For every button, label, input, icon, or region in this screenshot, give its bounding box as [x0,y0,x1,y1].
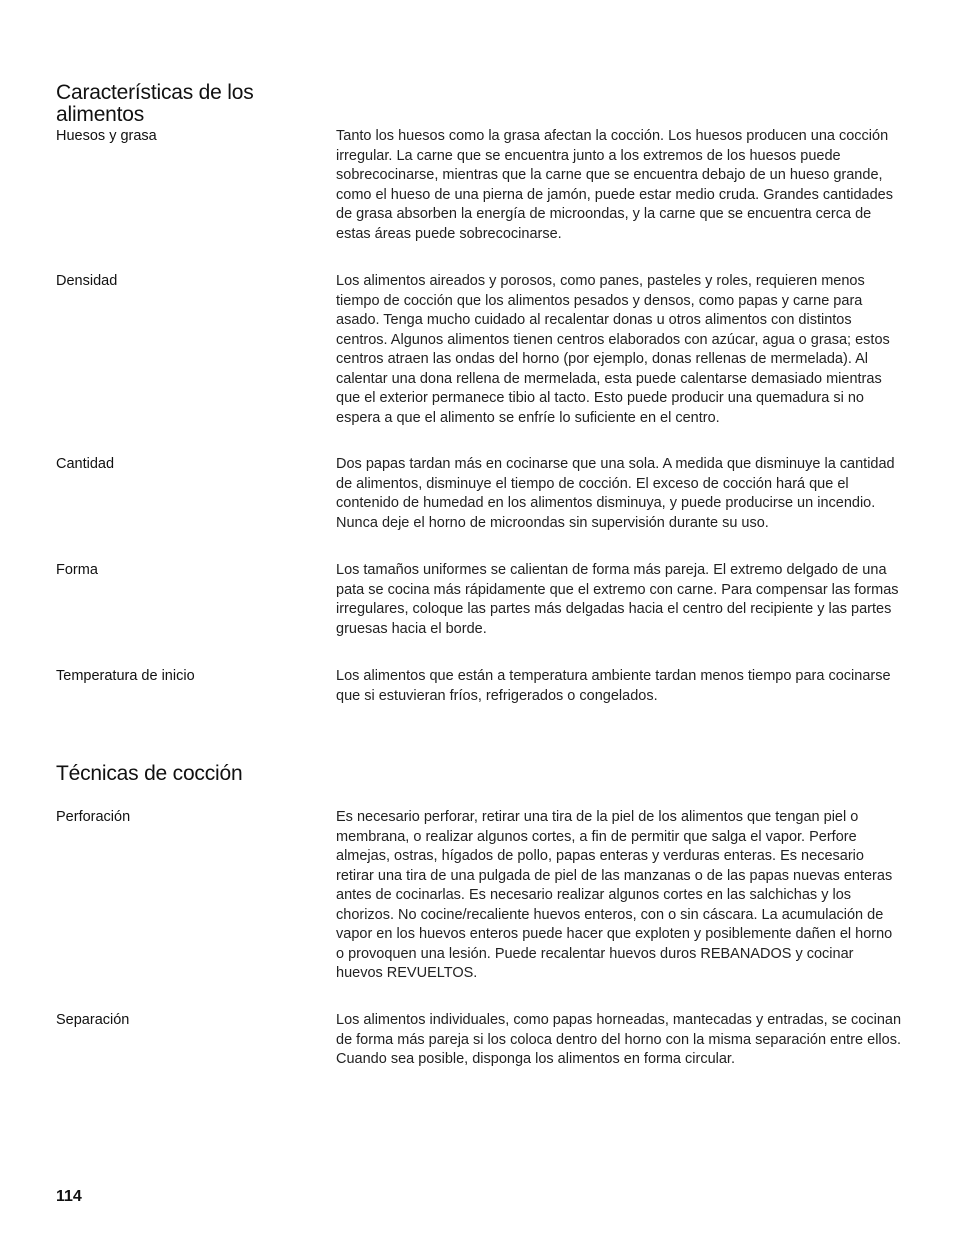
section-title-line-2: alimentos [56,103,145,126]
term-description: Es necesario perforar, retirar una tira de la piel de los alimentos que tengan piel o membrana, o realizar algunos cortes, a fin de permitir que salga el vapor. Perfore almejas, ostras, hígados de pollo, papas enteras y verduras enteras. Es necesario retirar una tira de una pulgada de piel de las manzanas o de las papas nuevas enteras antes de cocinarlas. Es necesario realizar algunos cortes en las salchichas y los chorizos. No cocine/recaliente huevos enteros, con o sin cáscara. La acumulación de vapor en los huevos enteros puede hacer que exploten y posiblemente dañen el horno o provoquen una lesión. Puede recalentar huevos duros REBANADOS y cocinar huevos REVUELTOS. [336,809,893,981]
section-title-line-1: Características de los [56,81,254,104]
term-description: Los alimentos aireados y porosos, como panes, pasteles y roles, requieren menos tiempo de cocción que los alimentos pesados y densos, como papas y carne para asado. Tenga mucho cuidado al recalentar donas u otros alimentos con distintos centros. Algunos alimentos tienen centros elaborados con azúcar, agua o grasa; estos centros atraen las ondas del horno (por ejemplo, donas rellenas de mermelada). Al calentar una dona rellena de mermelada, esta puede calentarse demasiado mientras que el exterior permanece tibio al tacto. Esto puede producir una quemadura si no espera a que el alimento se enfríe lo suficiente en el centro. [336,273,890,426]
term-label: Separación [56,1012,130,1028]
term-label: Densidad [56,273,118,289]
term-description: Los alimentos individuales, como papas horneadas, mantecadas y entradas, se cocinan de forma más pareja si los coloca dentro del horno con la misma separación entre ellos. Cuando sea posible, disponga los alimentos en forma circular. [336,1012,902,1067]
term-description: Los tamaños uniformes se calientan de forma más pareja. El extremo delgado de una pata se cocina más rápidamente que el extremo con carne. Para compensar las formas irregulares, coloque las partes más delgadas hacia el centro del recipiente y las partes gruesas hacia el borde. [336,562,899,637]
term-description: Dos papas tardan más en cocinarse que una sola. A medida que disminuye la cantidad de alimentos, disminuye el tiempo de cocción. El exceso de cocción hará que el contenido de humedad en los alimentos disminuya, y puede producirse un incendio. Nunca deje el horno de microondas sin supervisión durante su uso. [336,456,895,531]
term-label: Huesos y grasa [56,128,157,144]
term-description: Los alimentos que están a temperatura ambiente tardan menos tiempo para cocinarse que si estuvieran fríos, refrigerados o congelados. [336,668,891,704]
page-number: 114 [56,1188,82,1205]
term-label: Forma [56,562,98,578]
section-title-cooking-techniques: Técnicas de cocción [56,762,243,785]
section-title-food-characteristics [56,82,254,126]
term-label: Temperatura de inicio [56,668,195,684]
term-description: Tanto los huesos como la grasa afectan la cocción. Los huesos producen una cocción irregular. La carne que se encuentra junto a los extremos de los huesos puede sobrecocinarse, mientras que la carne que se encuentra debajo de un hueso grande, como el hueso de una pierna de jamón, puede estar medio cruda. Grandes cantidades de grasa absorben la energía de microondas, y la carne que se encuentra cerca de estas áreas puede sobrecocinarse. [336,128,893,242]
term-label: Cantidad [56,456,115,472]
term-label: Perforación [56,809,131,825]
